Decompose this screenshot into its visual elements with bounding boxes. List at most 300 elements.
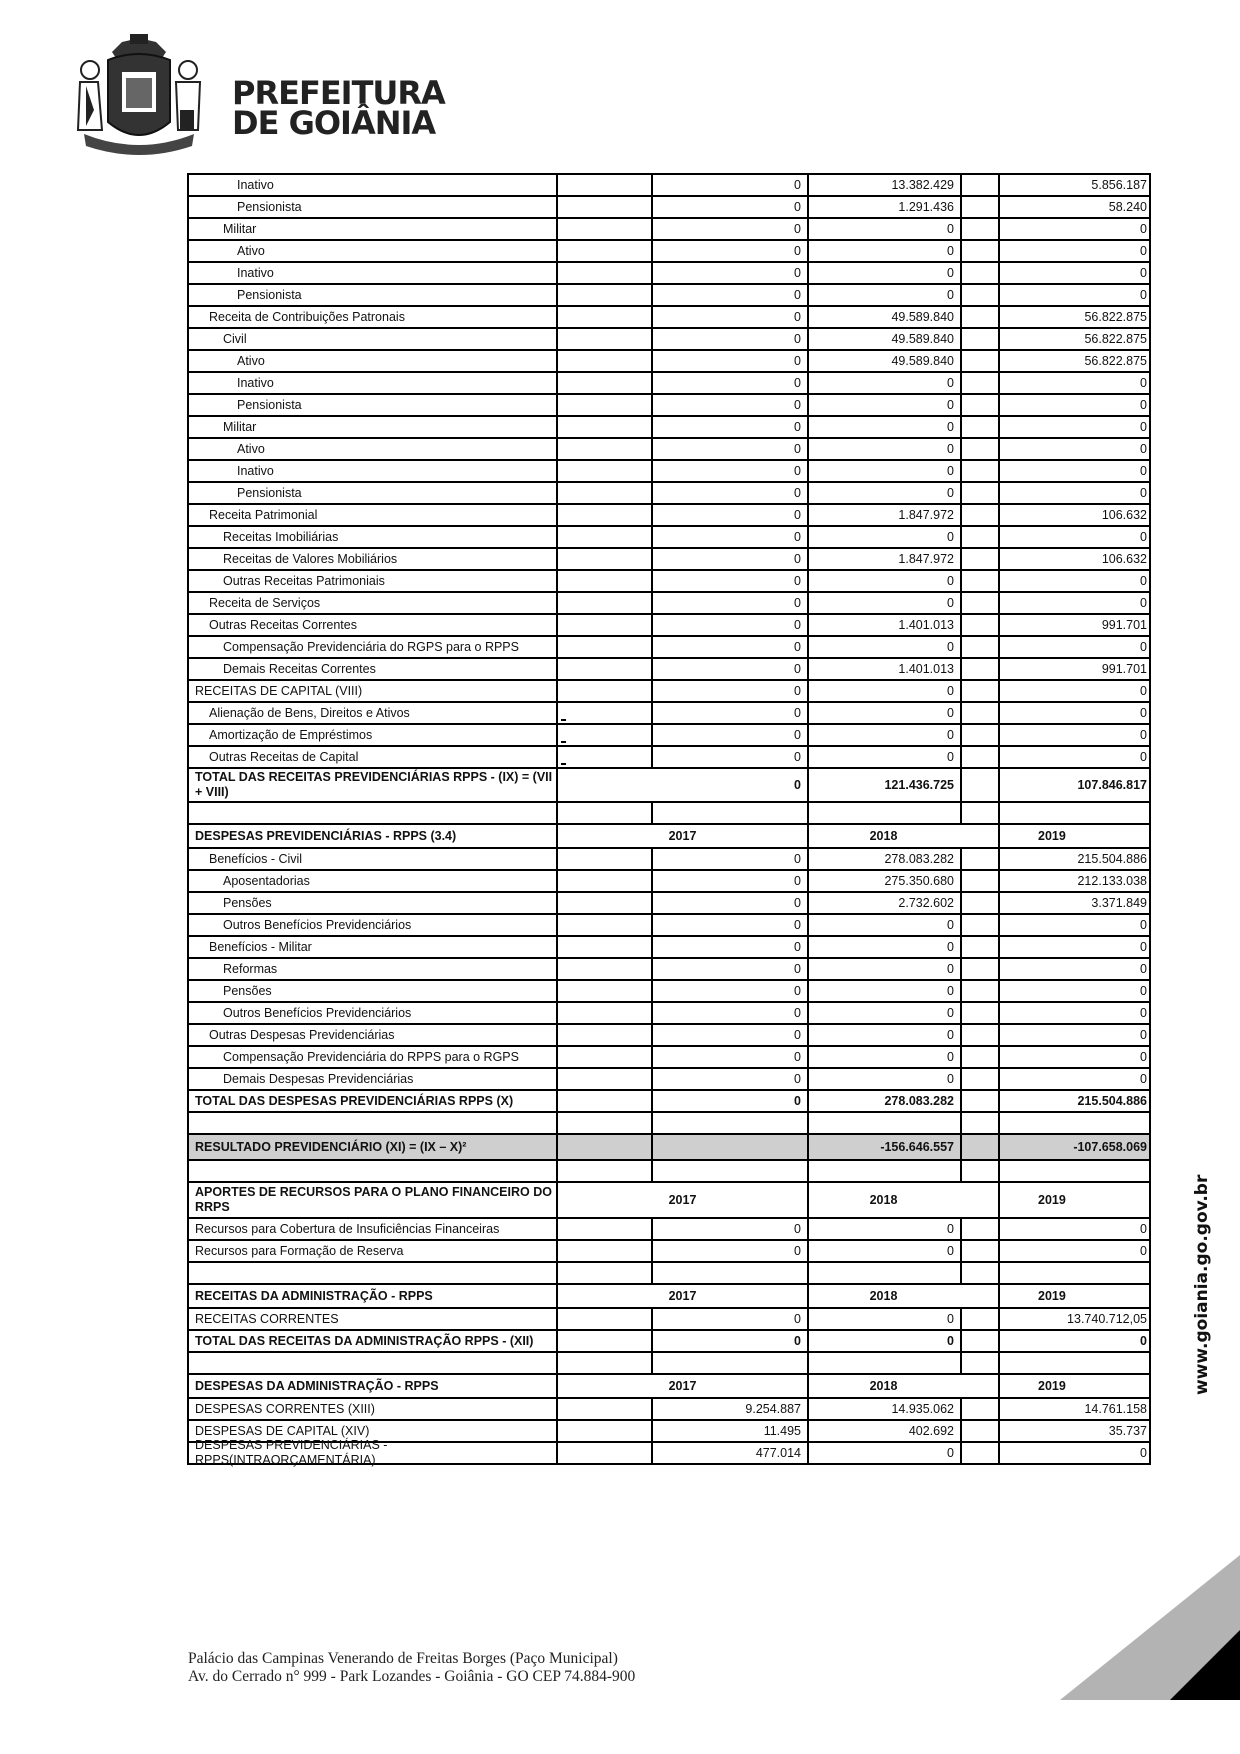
spacer-cell — [558, 803, 653, 823]
table-row — [187, 439, 1151, 461]
row-label: Reformas — [189, 959, 558, 979]
value-2017: 0 — [653, 959, 809, 979]
row-label: Outros Benefícios Previdenciários — [189, 1003, 558, 1023]
table-row — [187, 461, 1151, 483]
spacer-cell — [962, 1113, 1000, 1133]
spacer-cell — [962, 1025, 1000, 1045]
row-label — [189, 803, 558, 823]
value-2019: 35.737 — [1108, 1424, 1147, 1438]
value-2017: 0 — [653, 483, 809, 503]
table-row — [187, 197, 1151, 219]
spacer-cell — [962, 1443, 1000, 1463]
value-2019 — [1000, 803, 1151, 823]
value-2017: 0 — [653, 1069, 809, 1089]
spacer-cell — [962, 915, 1000, 935]
value-2017: 0 — [653, 725, 809, 745]
spacer-cell — [962, 527, 1000, 547]
year-header-2019: 2019 — [1038, 1193, 1066, 1207]
spacer-cell — [558, 637, 653, 657]
value-2017: 0 — [653, 285, 809, 305]
spacer-cell — [558, 285, 653, 305]
spacer-cell — [558, 1003, 653, 1023]
table-row — [187, 959, 1151, 981]
value-2018: 0 — [809, 1219, 962, 1239]
table-row — [187, 615, 1151, 637]
row-label: Ativo — [189, 439, 558, 459]
value-2017: 0 — [653, 241, 809, 261]
table-row — [187, 593, 1151, 615]
value-2019: 0 — [1140, 728, 1147, 742]
section-header-row — [187, 825, 1151, 849]
spacer-cell — [962, 1399, 1000, 1419]
value-2018: 0 — [809, 417, 962, 437]
row-label: Pensionista — [189, 395, 558, 415]
row-label: Inativo — [189, 263, 558, 283]
table-row — [187, 1047, 1151, 1069]
value-2019: 215.504.886 — [1077, 852, 1147, 866]
row-label: Pensões — [189, 893, 558, 913]
year-header-2019: 2019 — [1038, 1379, 1066, 1393]
total-row — [187, 769, 1151, 803]
value-2017: 0 — [653, 981, 809, 1001]
value-2019: 0 — [1140, 1072, 1147, 1086]
value-2017: 0 — [653, 219, 809, 239]
table-row — [187, 329, 1151, 351]
spacer-cell — [962, 959, 1000, 979]
value-2018: 1.291.436 — [809, 197, 962, 217]
spacer-cell — [558, 937, 653, 957]
value-2017 — [653, 1263, 809, 1283]
spacer-cell — [962, 849, 1000, 869]
year-header-2018: 2018 — [809, 1375, 1000, 1397]
value-2019: 0 — [1140, 574, 1147, 588]
value-2018: 0 — [809, 1025, 962, 1045]
spacer-cell — [962, 505, 1000, 525]
spacer-cell — [962, 937, 1000, 957]
value-2017: 0 — [653, 263, 809, 283]
spacer-cell — [558, 959, 653, 979]
row-label: Ativo — [189, 351, 558, 371]
table-row — [187, 659, 1151, 681]
value-2018: 0 — [809, 747, 962, 767]
value-2018: 2.732.602 — [809, 893, 962, 913]
table-row — [187, 1219, 1151, 1241]
value-2019: 0 — [1140, 940, 1147, 954]
value-2017: 0 — [653, 659, 809, 679]
blank-row — [187, 1263, 1151, 1285]
spacer-cell — [558, 351, 653, 371]
value-2017: 0 — [653, 395, 809, 415]
value-2017: 0 — [653, 571, 809, 591]
table-row — [187, 483, 1151, 505]
spacer-cell — [962, 175, 1000, 195]
value-2018: 402.692 — [809, 1421, 962, 1441]
value-2017: 477.014 — [653, 1443, 809, 1463]
value-2019: 0 — [1140, 1006, 1147, 1020]
value-2017: 0 — [653, 439, 809, 459]
spacer-cell — [558, 593, 653, 613]
value-2017 — [653, 1135, 809, 1159]
year-header-2018: 2018 — [809, 1285, 1000, 1307]
spacer-cell — [962, 981, 1000, 1001]
table-row — [187, 1003, 1151, 1025]
value-2017: 0 — [653, 915, 809, 935]
value-2019: 0 — [1140, 398, 1147, 412]
spacer-cell — [558, 1399, 653, 1419]
row-label: Inativo — [189, 373, 558, 393]
table-row — [187, 417, 1151, 439]
value-2017: 9.254.887 — [653, 1399, 809, 1419]
blank-row — [187, 1353, 1151, 1375]
row-label: Ativo — [189, 241, 558, 261]
year-header-2017: 2017 — [558, 1375, 809, 1397]
spacer-cell — [962, 703, 1000, 723]
value-2017: 0 — [653, 329, 809, 349]
value-2018: 0 — [809, 395, 962, 415]
spacer-cell — [558, 871, 653, 891]
footer-address — [188, 1650, 635, 1686]
row-label: TOTAL DAS RECEITAS DA ADMINISTRAÇÃO RPPS - (XII) — [189, 1331, 558, 1351]
table-row — [187, 703, 1151, 725]
value-2017: 0 — [653, 1241, 809, 1261]
value-2018: 0 — [809, 1069, 962, 1089]
spacer-cell — [558, 571, 653, 591]
spacer-cell — [962, 769, 1000, 801]
value-2017: 0 — [653, 461, 809, 481]
spacer-cell — [962, 659, 1000, 679]
row-label: DESPESAS CORRENTES (XIII) — [189, 1399, 558, 1419]
spacer-cell — [962, 1241, 1000, 1261]
spacer-cell — [558, 219, 653, 239]
value-2018: 0 — [809, 959, 962, 979]
spacer-cell — [558, 483, 653, 503]
blank-row — [187, 1161, 1151, 1183]
value-2017: 0 — [653, 549, 809, 569]
table-row — [187, 1025, 1151, 1047]
value-2019: 0 — [1140, 442, 1147, 456]
row-label: Civil — [189, 329, 558, 349]
spacer-cell — [558, 1353, 653, 1373]
spacer-cell — [558, 659, 653, 679]
value-2019: 212.133.038 — [1077, 874, 1147, 888]
spacer-cell — [558, 1135, 653, 1159]
value-2019: 0 — [1140, 750, 1147, 764]
spacer-cell — [962, 1331, 1000, 1351]
row-label: Pensões — [189, 981, 558, 1001]
row-label: Receita de Serviços — [189, 593, 558, 613]
table-row — [187, 1309, 1151, 1331]
row-label: Outras Receitas de Capital — [189, 747, 558, 767]
value-2017: 0 — [653, 505, 809, 525]
value-2019: 0 — [1140, 244, 1147, 258]
spacer-cell — [962, 483, 1000, 503]
spacer-cell — [962, 725, 1000, 745]
value-2019: 0 — [1140, 420, 1147, 434]
row-label: Pensionista — [189, 197, 558, 217]
row-label: Benefícios - Civil — [189, 849, 558, 869]
spacer-cell — [558, 681, 653, 701]
spacer-cell — [558, 1069, 653, 1089]
value-2019: 0 — [1140, 984, 1147, 998]
value-2019: 0 — [1140, 266, 1147, 280]
value-2018 — [809, 1263, 962, 1283]
spacer-cell — [558, 725, 653, 745]
value-2018: 13.382.429 — [809, 175, 962, 195]
total-row — [187, 1091, 1151, 1113]
table-row — [187, 527, 1151, 549]
spacer-cell — [962, 373, 1000, 393]
value-2018: 278.083.282 — [809, 1091, 962, 1111]
row-label: Pensionista — [189, 285, 558, 305]
value-2018: 1.401.013 — [809, 615, 962, 635]
value-2017: 0 — [653, 417, 809, 437]
value-2018: 0 — [809, 725, 962, 745]
value-2019: 0 — [1140, 464, 1147, 478]
value-2019: 56.822.875 — [1084, 332, 1147, 346]
table-row — [187, 1399, 1151, 1421]
spacer-cell — [558, 1113, 653, 1133]
table-row — [187, 871, 1151, 893]
value-2017: 0 — [653, 703, 809, 723]
value-2018: 1.847.972 — [809, 549, 962, 569]
row-label: RECEITAS DA ADMINISTRAÇÃO - RPPS — [189, 1285, 558, 1307]
spacer-cell — [962, 871, 1000, 891]
table-row — [187, 263, 1151, 285]
total-row — [187, 1331, 1151, 1353]
value-2019 — [1000, 1113, 1151, 1133]
brand-line-1: PREFEITURA — [232, 74, 445, 112]
spacer-cell — [558, 1219, 653, 1239]
value-2017: 0 — [653, 893, 809, 913]
spacer-cell — [962, 1421, 1000, 1441]
spacer-cell — [962, 329, 1000, 349]
row-label — [189, 1353, 558, 1373]
value-2018: 0 — [809, 1003, 962, 1023]
table-row — [187, 937, 1151, 959]
spacer-cell — [962, 549, 1000, 569]
value-2019: 0 — [1140, 222, 1147, 236]
row-label: Demais Despesas Previdenciárias — [189, 1069, 558, 1089]
blank-row — [187, 1113, 1151, 1135]
value-2019: 107.846.817 — [1077, 778, 1147, 792]
value-2018 — [809, 803, 962, 823]
value-2018: 14.935.062 — [809, 1399, 962, 1419]
spacer-cell — [962, 461, 1000, 481]
row-label: DESPESAS PREVIDENCIÁRIAS - RPPS (3.4) — [189, 825, 558, 847]
value-2019: 0 — [1140, 530, 1147, 544]
value-2018: 49.589.840 — [809, 329, 962, 349]
row-label — [189, 1161, 558, 1181]
value-2019: 0 — [1140, 962, 1147, 976]
value-2018: 0 — [809, 285, 962, 305]
spacer-cell — [962, 1219, 1000, 1239]
spacer-cell — [962, 1309, 1000, 1329]
footer-line-2: Av. do Cerrado n° 999 - Park Lozandes - Goiânia - GO CEP 74.884-900 — [188, 1668, 636, 1685]
value-2019: 0 — [1140, 376, 1147, 390]
year-header-2017: 2017 — [558, 1183, 809, 1217]
value-2017: 0 — [653, 681, 809, 701]
value-2017: 0 — [653, 373, 809, 393]
row-label: Outras Receitas Correntes — [189, 615, 558, 635]
year-header-2017: 2017 — [558, 1285, 809, 1307]
spacer-cell — [558, 1331, 653, 1351]
value-2017: 0 — [653, 871, 809, 891]
row-label: Demais Receitas Correntes — [189, 659, 558, 679]
spacer-cell — [558, 915, 653, 935]
value-2017: 0 — [653, 351, 809, 371]
row-label: Inativo — [189, 461, 558, 481]
value-2018: 0 — [809, 461, 962, 481]
spacer-cell — [962, 893, 1000, 913]
table-row — [187, 307, 1151, 329]
spacer-cell — [558, 439, 653, 459]
spacer-cell — [962, 197, 1000, 217]
spacer-cell — [962, 1091, 1000, 1111]
table-row — [187, 747, 1151, 769]
value-2018 — [809, 1353, 962, 1373]
brand-line-2: DE GOIÂNIA — [232, 104, 436, 142]
spacer-cell — [962, 637, 1000, 657]
spacer-cell — [558, 1443, 653, 1463]
value-2019: -107.658.069 — [1073, 1140, 1147, 1154]
row-label: Benefícios - Militar — [189, 937, 558, 957]
value-2019: 56.822.875 — [1084, 354, 1147, 368]
spacer-cell — [558, 307, 653, 327]
value-2018: 0 — [809, 439, 962, 459]
value-2018: 0 — [809, 483, 962, 503]
section-header-row — [187, 1183, 1151, 1219]
blank-row — [187, 803, 1151, 825]
table-row — [187, 219, 1151, 241]
year-header-2018: 2018 — [809, 1183, 1000, 1217]
table-row — [187, 637, 1151, 659]
value-2019 — [1000, 1161, 1151, 1181]
spacer-cell — [558, 849, 653, 869]
spacer-cell — [962, 417, 1000, 437]
row-label: DESPESAS DA ADMINISTRAÇÃO - RPPS — [189, 1375, 558, 1397]
value-2019 — [1000, 1353, 1151, 1373]
row-label: TOTAL DAS RECEITAS PREVIDENCIÁRIAS RPPS - (IX) = (VII + VIII) — [189, 769, 558, 801]
spacer-cell — [962, 439, 1000, 459]
value-2018: 121.436.725 — [809, 769, 962, 801]
value-2018: 1.847.972 — [809, 505, 962, 525]
spacer-cell — [962, 593, 1000, 613]
row-label: APORTES DE RECURSOS PARA O PLANO FINANCEIRO DO RRPS — [189, 1183, 558, 1217]
value-2017: 0 — [558, 769, 809, 801]
table-row — [187, 1069, 1151, 1091]
value-2018: 0 — [809, 1443, 962, 1463]
value-2019 — [1000, 1263, 1151, 1283]
value-2019: 0 — [1140, 706, 1147, 720]
row-label: DESPESAS PREVIDENCIÁRIAS - RPPS(INTRAORÇAMENTÁRIA) — [189, 1443, 558, 1463]
row-label — [189, 1113, 558, 1133]
value-2019: 0 — [1140, 640, 1147, 654]
value-2017: 0 — [653, 175, 809, 195]
row-label: Militar — [189, 417, 558, 437]
year-header-2019: 2019 — [1038, 829, 1066, 843]
row-label: Receitas de Valores Mobiliários — [189, 549, 558, 569]
tick-mark — [561, 763, 566, 765]
spacer-cell — [558, 1091, 653, 1111]
spacer-cell — [558, 527, 653, 547]
value-2019: 0 — [1140, 1222, 1147, 1236]
spacer-cell — [558, 1161, 653, 1181]
value-2018: 0 — [809, 593, 962, 613]
spacer-cell — [558, 1047, 653, 1067]
value-2019: 0 — [1140, 1050, 1147, 1064]
value-2018: 0 — [809, 1309, 962, 1329]
spacer-cell — [558, 373, 653, 393]
spacer-cell — [962, 681, 1000, 701]
value-2017: 0 — [653, 593, 809, 613]
table-row — [187, 285, 1151, 307]
value-2018: 0 — [809, 1331, 962, 1351]
table-row — [187, 1438, 1151, 1467]
value-2017: 0 — [653, 1047, 809, 1067]
spacer-cell — [962, 571, 1000, 591]
value-2017: 0 — [653, 1003, 809, 1023]
value-2017: 0 — [653, 1219, 809, 1239]
value-2017 — [653, 803, 809, 823]
spacer-cell — [962, 1003, 1000, 1023]
value-2019: 0 — [1140, 486, 1147, 500]
spacer-cell — [558, 175, 653, 195]
value-2019: 0 — [1140, 288, 1147, 302]
spacer-cell — [558, 1263, 653, 1283]
value-2019: 106.632 — [1101, 508, 1147, 522]
spacer-cell — [962, 803, 1000, 823]
row-label: Alienação de Bens, Direitos e Ativos — [189, 703, 558, 723]
value-2019: 56.822.875 — [1084, 310, 1147, 324]
table-row — [187, 571, 1151, 593]
value-2019: 0 — [1140, 1028, 1147, 1042]
row-label: Aposentadorias — [189, 871, 558, 891]
spacer-cell — [962, 1069, 1000, 1089]
spacer-cell — [962, 241, 1000, 261]
row-label: Outras Despesas Previdenciárias — [189, 1025, 558, 1045]
value-2018: 0 — [809, 527, 962, 547]
table-row — [187, 351, 1151, 373]
spacer-cell — [558, 263, 653, 283]
row-label: Recursos para Formação de Reserva — [189, 1241, 558, 1261]
tick-mark — [561, 741, 566, 743]
row-label: DESPESAS DE CAPITAL (XIV) — [189, 1421, 558, 1441]
spacer-cell — [962, 747, 1000, 767]
value-2018: 0 — [809, 1241, 962, 1261]
value-2018: 278.083.282 — [809, 849, 962, 869]
value-2018: 0 — [809, 937, 962, 957]
value-2017: 0 — [653, 307, 809, 327]
spacer-cell — [558, 1241, 653, 1261]
row-label: Compensação Previdenciária do RGPS para o RPPS — [189, 637, 558, 657]
row-label: RECEITAS CORRENTES — [189, 1309, 558, 1329]
value-2018: 0 — [809, 681, 962, 701]
brand-name — [232, 74, 445, 142]
table-row — [187, 549, 1151, 571]
value-2018: 0 — [809, 981, 962, 1001]
row-label: Compensação Previdenciária do RPPS para o RGPS — [189, 1047, 558, 1067]
spacer-cell — [962, 1353, 1000, 1373]
value-2019: 0 — [1140, 1446, 1147, 1460]
table-row — [187, 849, 1151, 871]
value-2019: 0 — [1140, 1244, 1147, 1258]
row-label: Pensionista — [189, 483, 558, 503]
row-label — [189, 1263, 558, 1283]
spacer-cell — [558, 1309, 653, 1329]
row-label: RESULTADO PREVIDENCIÁRIO (XI) = (IX – X)² — [189, 1135, 558, 1159]
value-2017: 0 — [653, 1025, 809, 1045]
row-label: Inativo — [189, 175, 558, 195]
